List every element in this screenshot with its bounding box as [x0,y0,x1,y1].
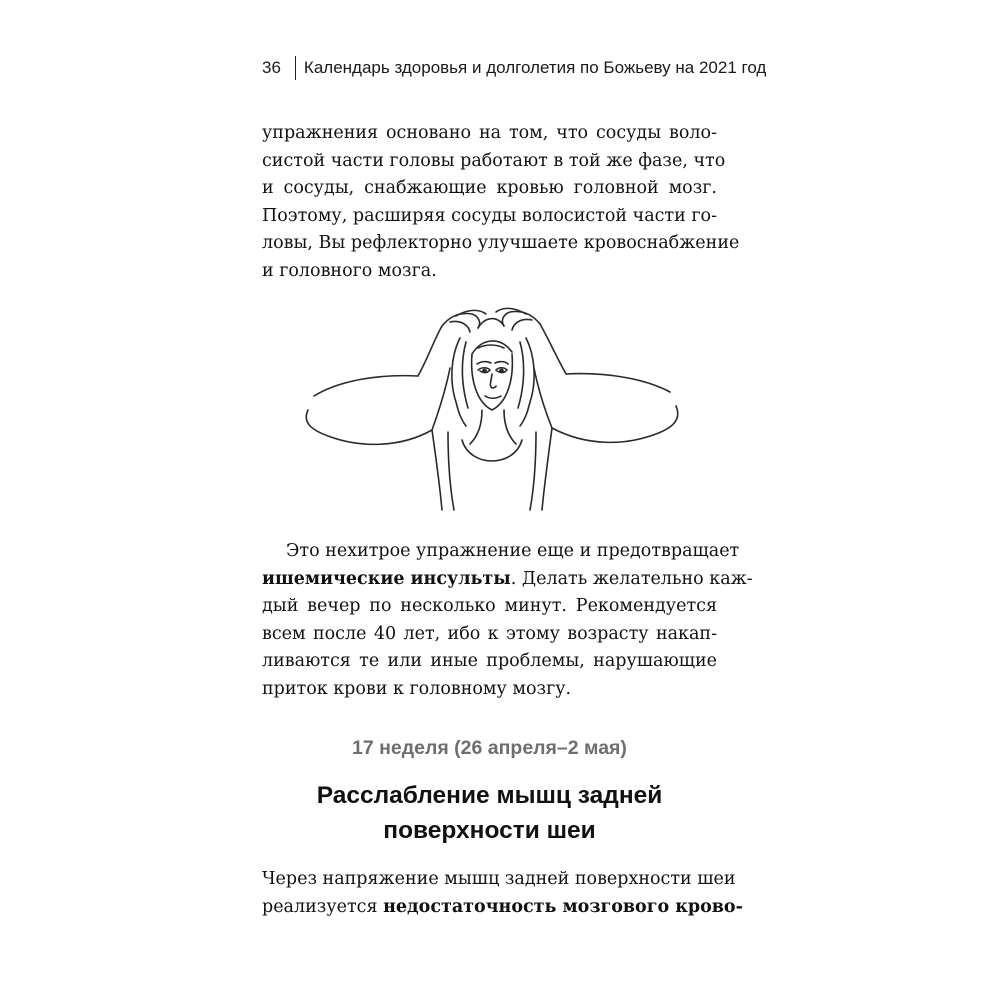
text-line: ловы, Вы рефлекторно улучшаете кровоснабжение [262,233,740,253]
running-head [262,56,766,80]
text-line [262,566,753,594]
woman-massaging-scalp-illustration [300,298,684,513]
paragraph-exercise-explanation [262,120,740,285]
text-line: приток крови к головному мозгу. [262,678,572,699]
text-line: Поэтому, расширяя сосуды волосистой части го- [262,205,717,226]
section-title-line: поверхности шеи [383,817,596,844]
week-heading: 17 неделя (26 апреля–2 мая) [352,737,627,759]
text-line: Это нехитрое упражнение еще и предотвращает [286,541,740,561]
header-divider [295,56,296,80]
running-title: Календарь здоровья и долголетия по Божьеву на 2021 год [303,58,767,77]
text-line: ливаются те или иные проблемы, нарушающие [262,651,717,671]
text-line: упражнения основано на том, что сосуды воло- [262,123,717,143]
text-line: и головного мозга. [262,260,437,281]
text-fragment: . Делать желательно каж- [510,568,753,589]
bold-term-ischemic-strokes: ишемические инсульты [262,568,511,589]
text-line: всем после 40 лет, ибо к этому возрасту накап- [262,623,717,644]
text-fragment: реализуется [262,896,384,917]
section-title-line: Расслабление мышц задней [316,782,663,809]
text-line: Через напряжение мышц задней поверхности шеи [262,869,736,889]
text-line: дый вечер по несколько минут. Рекомендуется [262,596,717,616]
page-number: 36 [262,58,281,77]
paragraph-stroke-prevention [262,538,753,703]
bold-term-cerebral-insufficiency: недостаточность мозгового крово- [383,896,743,917]
text-line: и сосуды, снабжающие кровью головной мозг. [262,178,717,198]
paragraph-neck-muscles [262,866,743,921]
text-line: систой части головы работают в той же фазе, что [262,150,726,171]
section-title [262,778,717,848]
text-line [262,894,743,922]
